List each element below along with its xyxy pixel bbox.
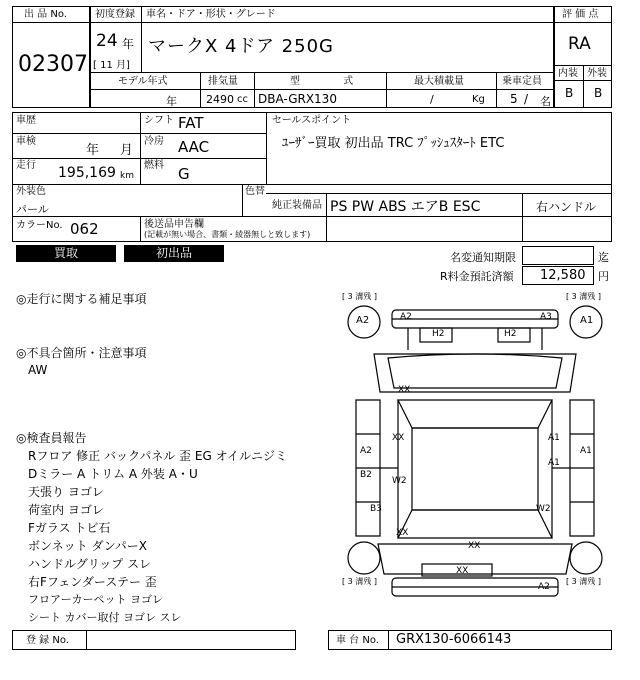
diagram-mark-front-right-tire: A1 <box>580 315 594 326</box>
mileage-label: 走行 <box>16 160 36 171</box>
shift-label: シフト <box>144 115 174 126</box>
diagram-mark-front-bumper-right: A3 <box>540 312 552 322</box>
recycle-fee-unit: 円 <box>598 270 609 283</box>
name-change-deadline-label: 名変通知期限 <box>450 251 516 264</box>
color-change-label: 色替 <box>245 186 265 197</box>
model-type: DBA-GRX130 <box>258 92 337 106</box>
exterior-grade-label: 外装 <box>587 68 607 79</box>
inspector-line: 荷室内 ヨゴレ <box>28 503 104 517</box>
inspection-month-unit: 月 <box>120 143 134 158</box>
inspector-line: Fガラス トビ石 <box>28 521 111 535</box>
sales-point-label: セールスポイント <box>272 115 352 126</box>
max-load-label: 最大積載量 <box>414 76 464 87</box>
tire-depth-front-right: [ 3 溝残 ] <box>566 292 601 301</box>
capacity-separator: / <box>524 92 529 106</box>
car-damage-diagram <box>338 288 612 628</box>
tire-depth-front-left: [ 3 溝残 ] <box>342 292 377 301</box>
first-registration-label: 初度登録 <box>95 9 135 20</box>
grade-label: 評 価 点 <box>562 9 599 20</box>
ac-label: 冷房 <box>144 136 164 147</box>
exterior-color: パール <box>16 203 49 216</box>
tire-depth-rear-left: [ 3 溝残 ] <box>342 577 377 586</box>
car-name: マークX 4ドア 250G <box>148 36 334 57</box>
fuel: G <box>178 165 190 183</box>
inspector-line: ボンネット ダンパーX <box>28 539 147 553</box>
inspector-line: Rフロア 修正 バックパネル 歪 EG オイルニジミ <box>28 449 287 463</box>
inspection-label: 車検 <box>16 136 36 147</box>
recycle-fee-label: R料金預託済額 <box>440 270 514 283</box>
diagram-mark-left-window: W2 <box>392 476 407 486</box>
registration-number-label: 登 録 No. <box>26 635 69 646</box>
windshield-outline <box>398 400 552 428</box>
load-slash: / <box>430 93 434 106</box>
handle-position: 右ハンドル <box>536 200 597 214</box>
chassis-number: GRX130-6066143 <box>396 632 512 647</box>
diagram-mark-headlight-right: H2 <box>504 329 517 339</box>
capacity: 5 <box>510 92 518 106</box>
registration-year: 24 <box>96 31 118 51</box>
ac: AAC <box>178 138 210 156</box>
defects-value: AW <box>28 363 48 377</box>
diagram-mark-right-window: W2 <box>536 504 551 514</box>
chassis-number-label: 車 台 No. <box>336 635 379 646</box>
inspector-line: 右Fフェンダーステー 歪 <box>28 575 157 589</box>
fuel-label: 燃料 <box>144 160 164 171</box>
inspector-line: Dミラー A トリム A 外装 A・U <box>28 467 198 481</box>
mileage: 195,169 <box>58 165 116 181</box>
diagram-mark-right-front-fender: A1 <box>580 446 592 456</box>
displacement-unit: cc <box>237 94 248 105</box>
color-number: 062 <box>70 220 99 238</box>
car-description-label: 車名・ドア・形状・グレード <box>146 9 276 20</box>
diagram-mark-rear-glass: XX <box>468 541 481 551</box>
diagram-mark-front-left-tire: A2 <box>356 315 370 326</box>
inspector-line: シート カバー取付 ヨゴレ スレ <box>28 611 182 624</box>
roof-outline <box>412 428 538 510</box>
registration-month: [ 11 月] <box>93 60 130 71</box>
overall-grade: RA <box>568 34 591 54</box>
diagram-mark-left-front-door: B2 <box>360 470 372 480</box>
diagram-mark-left-rear-door: B3 <box>370 504 382 514</box>
equipment-label: 純正装備品 <box>272 200 322 211</box>
diagram-mark-windshield: XX <box>392 433 405 443</box>
diagram-mark-left-front-fender: A2 <box>360 446 372 456</box>
displacement: 2490 <box>206 93 234 106</box>
rear-glass-outline <box>398 510 552 538</box>
tire-depth-rear-right: [ 3 溝残 ] <box>566 577 601 586</box>
load-unit: Kg <box>472 94 485 105</box>
inspector-line: フロアーカーペット ヨゴレ <box>28 593 163 606</box>
history-label: 車歴 <box>16 115 36 126</box>
diagram-mark-right-front-door-1: A1 <box>548 433 560 443</box>
first-listing-tag: 初出品 <box>124 245 224 262</box>
diagram-mark-hood: XX <box>398 385 411 395</box>
recycle-fee: 12,580 <box>540 268 586 283</box>
color-number-label: カラーNo. <box>16 220 63 231</box>
sales-point: ﾕｰｻﾞｰ買取 初出品 TRC ﾌﾟｯｼｭｽﾀｰﾄ ETC <box>282 136 505 151</box>
diagram-mark-rear-bumper: A2 <box>538 582 550 592</box>
inspector-line: ハンドルグリップ スレ <box>28 557 152 571</box>
diagram-mark-front-bumper-left: A2 <box>400 312 412 322</box>
grille-outline <box>408 328 542 350</box>
shift: FAT <box>178 114 204 132</box>
displacement-label: 排気量 <box>208 76 238 87</box>
model-year-unit: 年 <box>166 95 177 108</box>
inspector-title: ◎検査員報告 <box>16 431 87 445</box>
model-year-label: モデル年式 <box>118 76 168 87</box>
diagram-mark-left-rear-quarter: XX <box>396 528 409 538</box>
rear-left-tire-icon <box>348 542 380 574</box>
post-delivery-note: (記載が無い場合、書類・綾器無しと致します) <box>144 230 311 239</box>
mileage-unit: km <box>120 171 134 181</box>
exterior-grade: B <box>594 86 603 100</box>
diagram-mark-headlight-left: H2 <box>432 329 445 339</box>
year-unit: 年 <box>122 37 135 51</box>
diagram-mark-right-front-door-2: A1 <box>548 458 560 468</box>
buy-tag: 買取 <box>16 245 116 262</box>
interior-grade-label: 内装 <box>558 68 578 79</box>
name-change-deadline-box <box>522 246 594 265</box>
driving-notes-title: ◎走行に関する補足事項 <box>16 292 147 306</box>
capacity-unit: 名 <box>540 95 551 108</box>
inspection-year-unit: 年 <box>86 143 100 158</box>
interior-grade: B <box>565 86 574 100</box>
lot-number-label: 出 品 No. <box>24 9 67 20</box>
post-delivery-label: 後送品申告欄 <box>144 219 204 230</box>
type-label: 型 式 <box>290 76 354 87</box>
inspector-line: 天張り ヨゴレ <box>28 485 104 499</box>
equipment: PS PW ABS エアB ESC <box>330 199 481 215</box>
capacity-label: 乗車定員 <box>502 76 542 87</box>
diagram-mark-trunk: XX <box>456 566 469 576</box>
name-change-deadline-unit: 迄 <box>598 251 609 264</box>
rear-right-tire-icon <box>570 542 602 574</box>
exterior-color-label: 外装色 <box>16 186 46 197</box>
defects-title: ◎不具合箇所・注意事項 <box>16 346 147 360</box>
lot-number: 02307 <box>18 52 88 77</box>
